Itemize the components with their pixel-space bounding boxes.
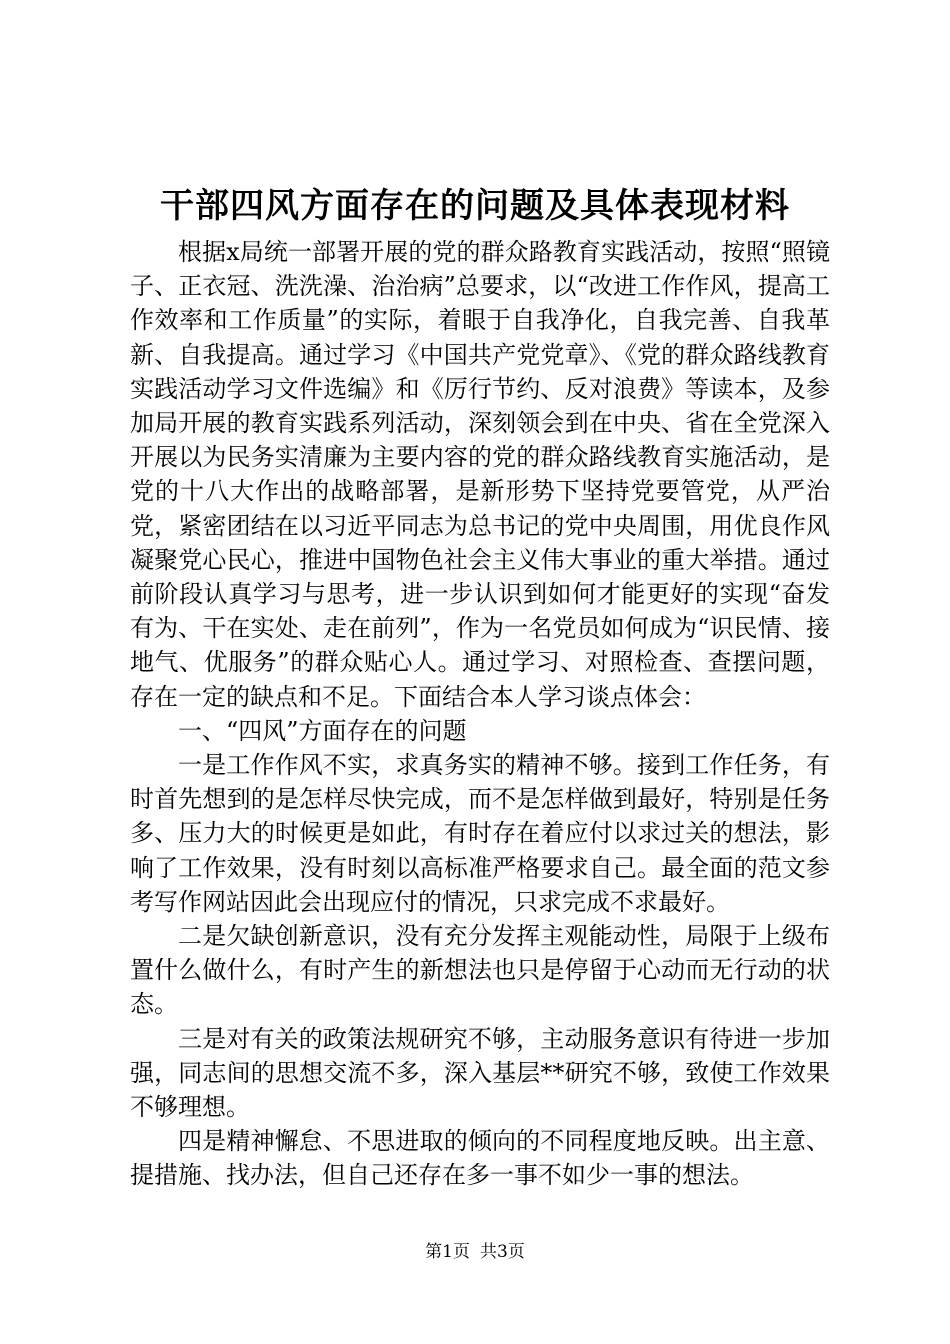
problem-item-1: 一是工作作风不实，求真务实的精神不够。接到工作任务，有时首先想到的是怎样尽快完成，而不是怎样做到最好，特别是任务多、压力大的时候更是如此，有时存在着应付以求过关的想法，影响了工作效果，没有时刻以高标准严格要求自己。最全面的范文参考写作网站因此会出现应付的情况，只求完成不求最好。: [130, 751, 830, 916]
problem-item-3: 三是对有关的政策法规研究不够，主动服务意识有待进一步加强，同志间的思想交流不多，深入基层**研究不够，致使工作效果不够理想。: [130, 1024, 830, 1122]
page-number: 第1页: [425, 1242, 470, 1262]
problem-item-2: 二是欠缺创新意识，没有充分发挥主观能动性，局限于上级布置什么做什么，有时产生的新想法也只是停留于心动而无行动的状态。: [130, 922, 830, 1019]
intro-paragraph: 根据x局统一部署开展的党的群众路教育实践活动，按照“照镜子、正衣冠、洗洗澡、治治病”总要求，以“改进工作作风，提高工作效率和工作质量”的实际，着眼于自我净化，自我完善、自我革新、自我提高。通过学习《中国共产党党章》、《党的群众路线教育实践活动学习文件选编》和《厉行节约、反对浪费》等读本，及参加局开展的教育实践系列活动，深刻领会到在中央、省在全党深入开展以为民务实清廉为主要内容的党的群众路线教育实施活动，是党的十八大作出的战略部署，是新形势下坚持党要管党，从严治党，紧密团结在以习近平同志为总书记的党中央周围，用优良作风凝聚党心民心，推进中国物色社会主义伟大事业的重大举措。通过前阶段认真学习与思考，进一步认识到如何才能更好的实现“奋发有为、干在实处、走在前列”，作为一名党员如何成为“识民情、接地气、优服务”的群众贴心人。通过学习、对照检查、查摆问题，存在一定的缺点和不足。下面结合本人学习谈点体会：: [130, 238, 830, 711]
page-footer: [0, 1240, 950, 1264]
page-total: 共3页: [480, 1242, 525, 1262]
document-body: [130, 235, 830, 1193]
section-heading: 一、“四风”方面存在的问题: [178, 716, 467, 745]
document-title: 干部四风方面存在的问题及具体表现材料: [160, 186, 790, 226]
problem-item-4: 四是精神懈怠、不思进取的倾向的不同程度地反映。出主意、提措施、找办法，但自己还存在多一事不如少一事的想法。: [130, 1127, 830, 1190]
